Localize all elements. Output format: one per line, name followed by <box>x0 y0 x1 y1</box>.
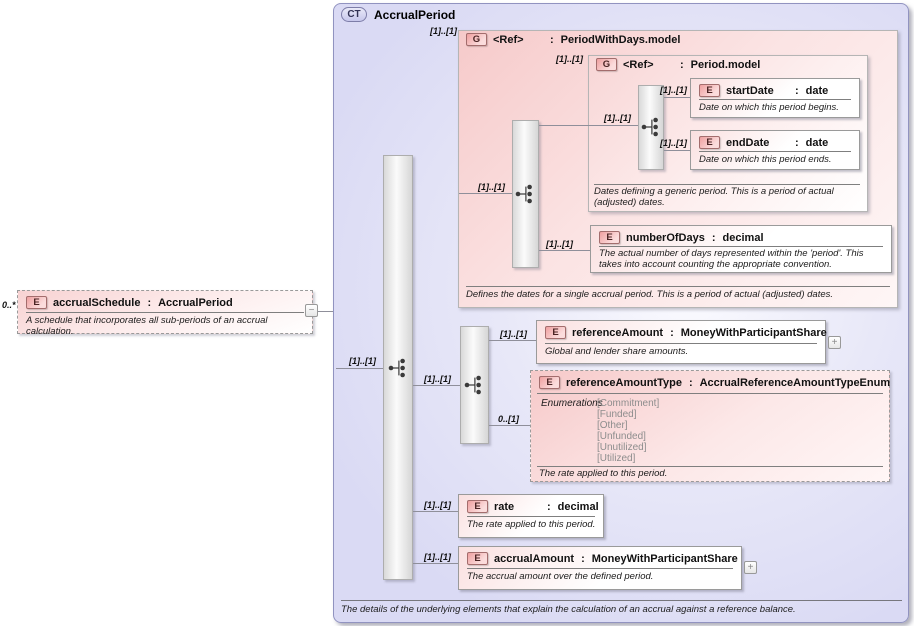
enumeration-value: [Utilized] <box>597 453 636 464</box>
element-name: rate <box>494 500 515 513</box>
element-type: date <box>805 136 829 149</box>
sequence-icon <box>388 357 408 379</box>
element-description: A schedule that incorporates all sub-periods of an accrual calculation. <box>26 315 268 337</box>
element-badge: E <box>467 552 488 565</box>
group-badge: G <box>596 58 617 71</box>
group-header <box>466 33 680 46</box>
colon: : <box>795 136 799 149</box>
element-start-date[interactable] <box>690 78 860 118</box>
element-type: MoneyWithParticipantShare <box>680 326 827 339</box>
element-type: decimal <box>557 500 599 513</box>
element-description: Global and lender share amounts. <box>545 346 689 357</box>
element-reference-amount[interactable] <box>536 320 826 364</box>
element-number-of-days[interactable] <box>590 225 892 273</box>
divider <box>466 286 890 287</box>
colon: : <box>547 500 551 513</box>
colon: : <box>670 326 674 339</box>
colon: : <box>581 552 585 565</box>
colon: : <box>711 231 716 244</box>
divider <box>699 99 851 100</box>
colon: : <box>550 33 554 46</box>
divider <box>467 568 733 569</box>
complex-type-badge: CT <box>341 7 367 22</box>
colon: : <box>688 376 693 389</box>
element-name: endDate <box>726 136 770 149</box>
group-type: PeriodWithDays.model <box>560 33 681 46</box>
colon: : <box>147 296 152 309</box>
element-name: referenceAmount <box>572 326 664 339</box>
element-type: date <box>805 84 829 97</box>
enumeration-value: [Other] <box>597 420 628 431</box>
element-description: Date on which this period begins. <box>699 102 839 113</box>
connector-line <box>489 425 530 426</box>
minus-icon: − <box>308 305 315 316</box>
divider <box>537 393 883 394</box>
divider <box>594 184 860 185</box>
divider <box>537 466 883 467</box>
cardinality-label: 0..[1] <box>498 414 520 424</box>
sequence-icon <box>641 116 661 138</box>
enumeration-list <box>597 398 659 464</box>
expand-button[interactable] <box>744 561 757 574</box>
group-name: <Ref> <box>493 33 524 46</box>
enumeration-value: [Funded] <box>597 409 637 420</box>
complex-type-header <box>341 7 455 22</box>
connector-line <box>489 340 536 341</box>
cardinality-label: [1]..[1] <box>430 26 457 36</box>
cardinality-label: [1]..[1] <box>556 54 583 64</box>
element-end-date[interactable] <box>690 130 860 170</box>
plus-icon: + <box>747 562 754 573</box>
divider <box>599 246 883 247</box>
element-type: AccrualPeriod <box>158 296 233 309</box>
divider <box>26 312 304 313</box>
element-type: decimal <box>722 231 764 244</box>
element-badge: E <box>699 136 720 149</box>
element-accrual-amount[interactable] <box>458 546 742 590</box>
element-description: The rate applied to this period. <box>467 519 596 530</box>
group-type: Period.model <box>690 58 761 71</box>
connector-line <box>459 193 512 194</box>
divider <box>341 600 902 601</box>
cardinality-label: [1]..[1] <box>349 356 376 366</box>
divider <box>467 516 595 517</box>
plus-icon: + <box>831 337 838 348</box>
element-rate[interactable] <box>458 494 604 538</box>
cardinality-label: [1]..[1] <box>424 374 451 384</box>
cardinality-label: [1]..[1] <box>424 552 451 562</box>
element-badge: E <box>539 376 560 389</box>
element-badge: E <box>699 84 720 97</box>
divider <box>699 151 851 152</box>
group-name: <Ref> <box>623 58 654 71</box>
connector-line <box>664 97 690 98</box>
group-badge: G <box>466 33 487 46</box>
element-accrual-schedule[interactable] <box>17 290 313 337</box>
connector-line <box>664 150 690 151</box>
sequence-icon <box>515 183 535 205</box>
connector-line <box>539 125 638 126</box>
cardinality-label: 0..* <box>2 300 16 310</box>
element-name: accrualSchedule <box>53 296 141 309</box>
element-description: The actual number of days represented within the 'period'. This takes into account counting the appropriate convention. <box>599 248 864 270</box>
element-type: AccrualReferenceAmountTypeEnum <box>699 376 891 389</box>
connector-line <box>413 385 460 386</box>
group-header <box>596 58 760 71</box>
element-badge: E <box>545 326 566 339</box>
page-title: AccrualPeriod <box>374 7 456 22</box>
element-name: numberOfDays <box>626 231 705 244</box>
element-badge: E <box>467 500 488 513</box>
element-reference-amount-type[interactable] <box>530 370 890 482</box>
connector-line <box>413 511 458 512</box>
element-description: Date on which this period ends. <box>699 154 832 165</box>
complex-type-description: The details of the underlying elements that explain the calculation of an accrual against a reference balance. <box>341 604 796 615</box>
element-type: MoneyWithParticipantShare <box>591 552 738 565</box>
element-badge: E <box>599 231 620 244</box>
group-description: Dates defining a generic period. This is a period of actual (adjusted) dates. <box>594 186 834 208</box>
sequence-icon <box>464 374 484 396</box>
enumerations-label: Enumerations <box>541 398 603 409</box>
divider <box>545 343 817 344</box>
element-name: accrualAmount <box>494 552 575 565</box>
connector-line <box>539 250 590 251</box>
element-description: The accrual amount over the defined period. <box>467 571 654 582</box>
element-name: referenceAmountType <box>566 376 682 389</box>
group-description: Defines the dates for a single accrual period. This is a period of actual (adjusted) dates. <box>466 289 834 300</box>
element-badge: E <box>26 296 47 309</box>
colon: : <box>680 58 684 71</box>
enumeration-value: [Commitment] <box>597 398 660 409</box>
cardinality-label: [1]..[1] <box>500 329 527 339</box>
cardinality-label: [1]..[1] <box>660 138 687 148</box>
cardinality-label: [1]..[1] <box>604 113 631 123</box>
element-description: The rate applied to this period. <box>539 468 668 479</box>
colon: : <box>795 84 799 97</box>
cardinality-label: [1]..[1] <box>424 500 451 510</box>
element-name: startDate <box>726 84 774 97</box>
connector-line <box>336 368 383 369</box>
collapse-button[interactable] <box>305 304 318 317</box>
enumeration-value: [Unfunded] <box>597 431 646 442</box>
cardinality-label: [1]..[1] <box>546 239 573 249</box>
enumeration-value: [Unutilized] <box>597 442 647 453</box>
cardinality-label: [1]..[1] <box>660 85 687 95</box>
connector-line <box>413 563 458 564</box>
expand-button[interactable] <box>828 336 841 349</box>
cardinality-label: [1]..[1] <box>478 182 505 192</box>
